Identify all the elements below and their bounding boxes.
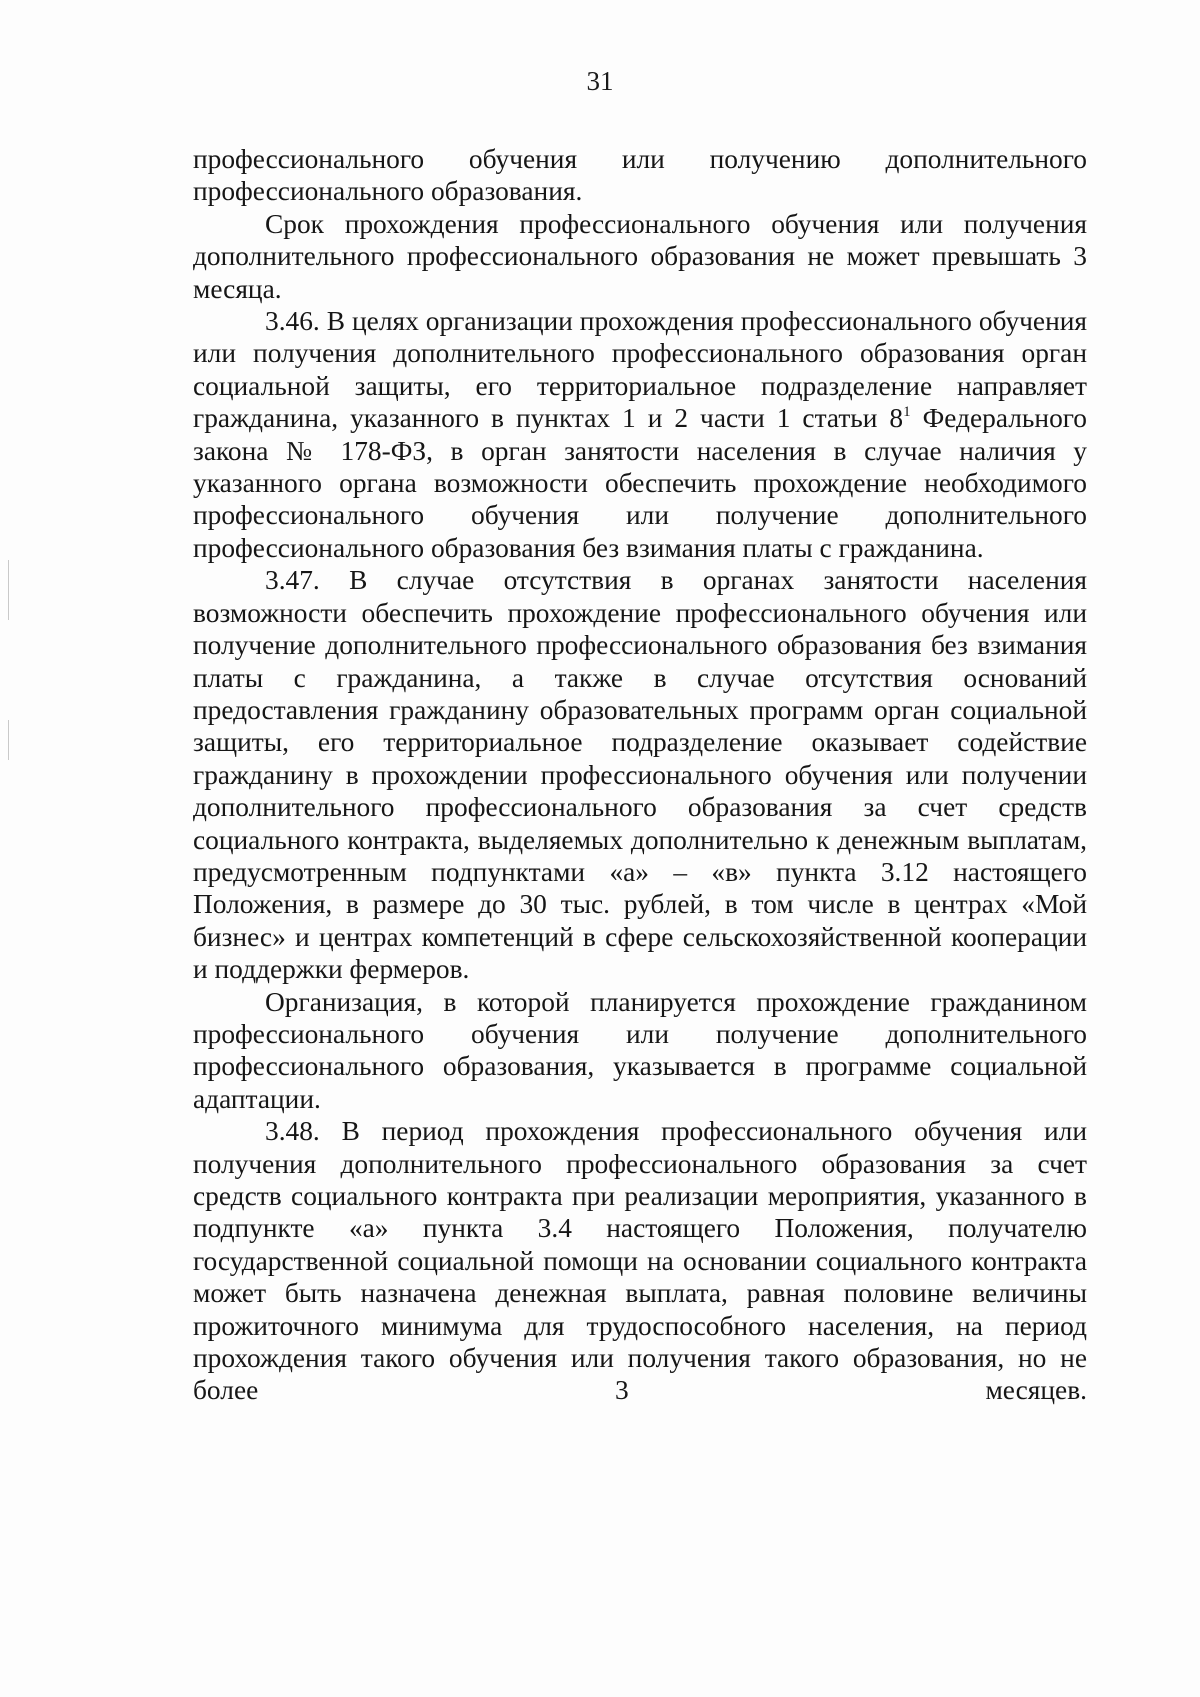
- paragraph-duration: [193, 208, 1087, 305]
- paragraph-organization: [193, 986, 1087, 1116]
- document-text: [193, 143, 1087, 1407]
- superscript-footnote: 1: [903, 404, 911, 421]
- paragraph-text: 3.47. В случае отсутствия в органах занятости населения возможности обеспечить прохождение профессионального обучения или получение дополнительного профессионального образования без взимания платы с гражданина, а также в случае отсутствия оснований предоставления гражданину образовательных программ орган социальной защиты, его территориальное подразделение оказывает содействие гражданину в прохождении профессионального обучения или получении дополнительного профессионального образования за счет средств социального контракта, выделяемых дополнительно к денежным выплатам, предусмотренным подпунктами «а» – «в» пункта 3.12 настоящего Положения, в размере до 30 тыс. рублей, в том числе в центрах «Мой бизнес» и центрах компетенций в сфере сельскохозяйственной кооперации и поддержки фермеров.: [193, 565, 1087, 985]
- paragraph-text: 3.48. В период прохождения профессионального обучения или получения дополнительного профессионального образования за счет средств социального контракта при реализации мероприятия, указанного в подпункте «а» пункта 3.4 настоящего Положения, получателю государственной социальной помощи на основании социального контракта может быть назначена денежная выплата, равная половине величины прожиточного минимума для трудоспособного населения, на период прохождения такого обучения или получения такого образования, но не более 3 месяцев.: [193, 1116, 1087, 1406]
- paragraph-text: Срок прохождения профессионального обучения или получения дополнительного профессионального образования не может превышать 3 месяца.: [193, 208, 1087, 304]
- paragraph-text: профессионального обучения или получению дополнительного профессионального образования.: [193, 144, 1087, 207]
- scan-artifact: [8, 560, 9, 620]
- paragraph-text: Федерального закона № 178-ФЗ, в орган занятости населения в случае наличия у указанного органа возможности обеспечить прохождение необходимого профессионального обучения или получение дополнительного профессионального образования без взимания платы с гражданина.: [193, 403, 1088, 563]
- page-number: 31: [586, 66, 614, 96]
- paragraph-3-47: [193, 564, 1087, 985]
- scan-artifact: [8, 720, 9, 760]
- paragraph-text: 3.46. В целях организации прохождения профессионального обучения или получения дополнительного профессионального образования орган социальной защиты, его территориальное подразделение направляет гражданина, указанного в пунктах 1 и 2 части 1 статьи 8: [193, 306, 1087, 434]
- paragraph-text: Организация, в которой планируется прохождение гражданином профессионального обучения или получение дополнительного профессионального образования, указывается в программе социальной адаптации.: [193, 986, 1087, 1114]
- paragraph-3-48: [193, 1115, 1087, 1407]
- paragraph-3-46: [193, 305, 1087, 564]
- paragraph-continuation: [193, 143, 1087, 208]
